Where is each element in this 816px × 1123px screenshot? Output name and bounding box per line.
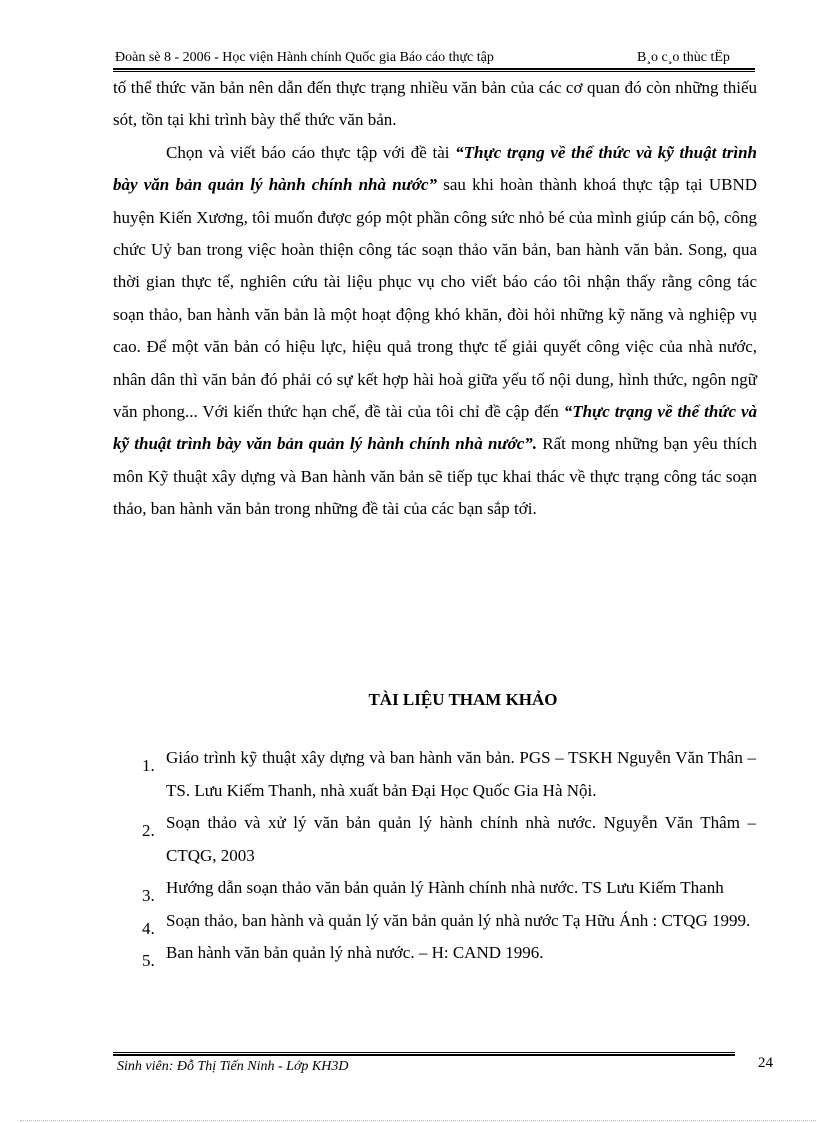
page-bottom-border: [20, 1120, 816, 1121]
page-number: 24: [758, 1055, 773, 1071]
reference-number: 2.: [142, 821, 155, 840]
paragraph-2-closing: Rất mong những bạn yêu thích môn Kỹ thuật xây dựng và Ban hành văn bản sẽ tiếp tục khai thác về thực trạng công tác soạn thảo, ban hành văn bản trong những đề tài của các bạn sắp tới.: [113, 434, 757, 519]
reference-text: Ban hành văn bản quản lý nhà nước. – H: CAND 1996.: [166, 943, 544, 962]
paragraph-2-title-repeat: “Thực trạng về thể thức và kỹ thuật trình bày văn bản quản lý hành chính nhà nước”.: [113, 402, 757, 454]
reference-item: [136, 807, 756, 872]
paragraph-2-intro: Chọn và viết báo cáo thực tập với đề tài: [166, 142, 456, 162]
reference-number: 1.: [142, 756, 155, 775]
paragraph-2: [113, 137, 757, 526]
header-left-text: Đoàn sè 8 - 2006 - Học viện Hành chính Quốc gia Báo cáo thực tập: [115, 50, 494, 65]
paragraph-2-body: sau khi hoàn thành khoá thực tập tại UBND huyện Kiến Xương, tôi muốn được góp một phần công sức nhỏ bé của mình giúp cán bộ, công chức Uỷ ban trong việc hoàn thiện công tác soạn thảo văn bản, ban hành văn bản. Song, qua thời gian thực tế, nghiên cứu tài liệu phục vụ cho viết báo cáo tôi nhận thấy rằng công tác soạn thảo, ban hành văn bản là một hoạt động khó khăn, đòi hỏi những kỹ năng và nghiệp vụ cao. Để một văn bản có hiệu lực, hiệu quả trong thực tế giải quyết công việc của nhà nước, nhân dân thì văn bản đó phải có sự kết hợp hài hoà giữa yếu tố nội dung, hình thức, ngôn ngữ văn phong... Với kiến thức hạn chế, đề tài của tôi chỉ đề cập đến: [113, 175, 757, 422]
header-right-text: B¸o c¸o thùc tËp: [637, 50, 730, 65]
paragraph-2-title: “Thực trạng về thể thức và kỹ thuật trình bày văn bản quản lý hành chính nhà nước”: [113, 142, 757, 195]
reference-number: 4.: [142, 918, 155, 938]
reference-item: [136, 742, 756, 807]
reference-text: Soạn thảo, ban hành và quản lý văn bản quản lý nhà nước Tạ Hữu Ánh : CTQG 1999.: [166, 910, 751, 930]
reference-item: [136, 905, 756, 938]
page-header: [113, 50, 755, 68]
footer-rule-thick: [113, 1054, 735, 1056]
reference-text: Soạn thảo và xử lý văn bản quản lý hành chính nhà nước. Nguyễn Văn Thâm – CTQG, 2003: [166, 813, 756, 865]
footer-student-info: Sinh viên: Đỗ Thị Tiến Ninh - Lớp KH3D: [117, 1059, 349, 1074]
header-rule: [113, 68, 755, 70]
reference-item: [136, 937, 756, 970]
reference-number: 3.: [142, 886, 155, 905]
footer-rule: [113, 1052, 735, 1053]
reference-text: Hướng dẫn soạn thảo văn bản quản lý Hành chính nhà nước. TS Lưu Kiếm Thanh: [166, 878, 724, 897]
reference-item: [136, 872, 756, 905]
body-text: [113, 72, 757, 526]
reference-number: 5.: [142, 951, 155, 970]
paragraph-1: tố thể thức văn bản nên dẫn đến thực trạng nhiều văn bản của các cơ quan đó còn những thiếu sót, tồn tại khi trình bày thể thức văn bản.: [113, 78, 757, 130]
references-title: TÀI LIỆU THAM KHẢO: [368, 690, 558, 709]
references-list: [136, 742, 756, 970]
reference-text: Giáo trình kỹ thuật xây dựng và ban hành văn bản. PGS – TSKH Nguyễn Văn Thân – TS. Lưu Kiếm Thanh, nhà xuất bản Đại Học Quốc Gia Hà Nội.: [166, 748, 756, 800]
